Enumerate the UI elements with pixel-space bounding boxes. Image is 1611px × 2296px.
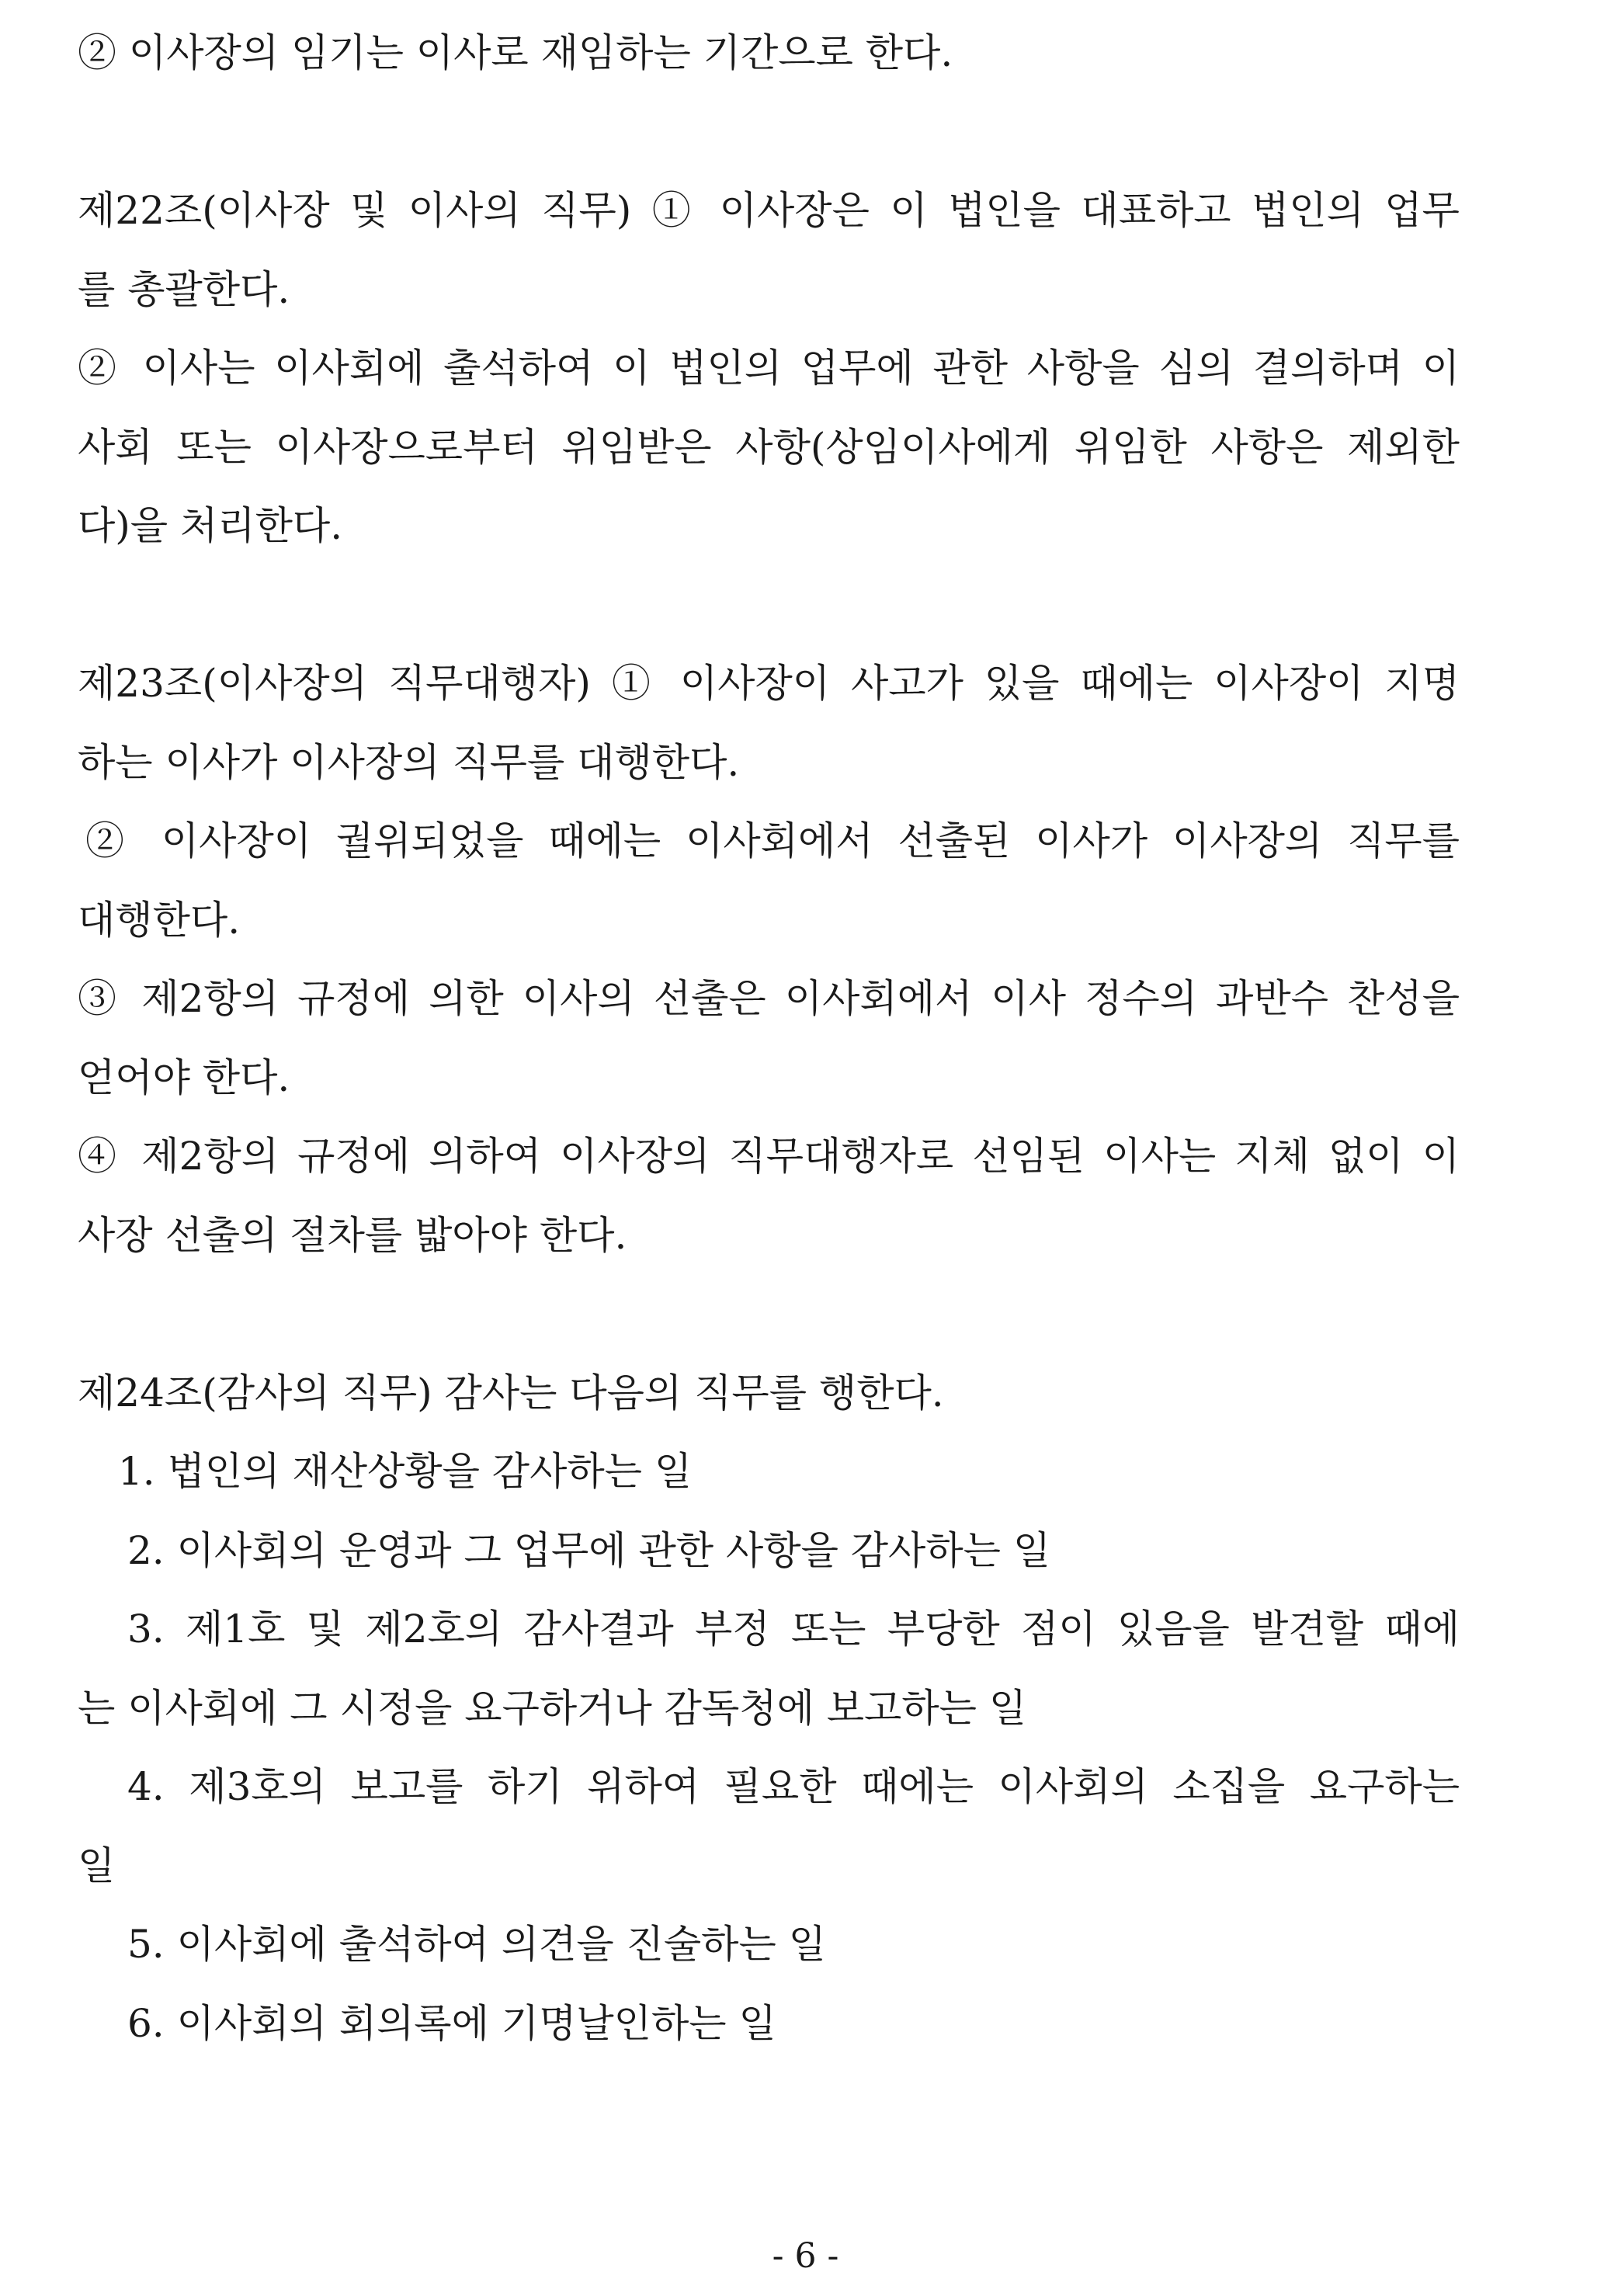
list-item: 4. 제3호의 보고를 하기 위하여 필요한 때에는 이사회의 소집을 요구하는 bbox=[127, 1764, 1460, 1809]
article-24-heading-line: 제24조(감사의 직무) 감사는 다음의 직무를 행한다. bbox=[78, 1370, 944, 1415]
list-item: 3. 제1호 및 제2호의 감사결과 부정 또는 부당한 점이 있음을 발견할 때에 bbox=[127, 1607, 1460, 1652]
list-item: 2. 이사회의 운영과 그 업무에 관한 사항을 감사하는 일 bbox=[127, 1527, 1051, 1573]
paragraph-line: ② 이사는 이사회에 출석하여 이 법인의 업무에 관한 사항을 심의 결의하며 이 bbox=[78, 346, 1460, 391]
page-number: - 6 - bbox=[772, 2236, 839, 2276]
article-22-heading-line: 제22조(이사장 및 이사의 직무) ① 이사장은 이 법인을 대표하고 법인의 업무 bbox=[78, 188, 1460, 233]
list-item: 1. 법인의 재산상황을 감사하는 일 bbox=[118, 1449, 693, 1494]
paragraph-line: 사장 선출의 절차를 밟아야 한다. bbox=[78, 1212, 627, 1258]
list-item: 6. 이사회의 회의록에 기명날인하는 일 bbox=[127, 2000, 776, 2046]
paragraph-gap bbox=[78, 93, 1460, 172]
paragraph-line: ② 이사장이 궐위되었을 때에는 이사회에서 선출된 이사가 이사장의 직무를 bbox=[85, 818, 1460, 863]
paragraph-line: ③ 제2항의 규정에 의한 이사의 선출은 이사회에서 이사 정수의 과반수 찬성을 bbox=[78, 976, 1460, 1021]
article-23-heading-line: 제23조(이사장의 직무대행자) ① 이사장이 사고가 있을 때에는 이사장이 지명 bbox=[78, 661, 1460, 706]
paragraph-line: ② 이사장의 임기는 이사로 재임하는 기간으로 한다. bbox=[78, 30, 953, 75]
list-item-continuation: 는 이사회에 그 시정을 요구하거나 감독청에 보고하는 일 bbox=[78, 1685, 1027, 1731]
list-item-continuation: 일 bbox=[78, 1843, 116, 1888]
document-body bbox=[78, 14, 1460, 2063]
paragraph-gap bbox=[78, 1275, 1460, 1354]
list-item: 5. 이사회에 출석하여 의견을 진술하는 일 bbox=[127, 1922, 826, 1967]
paragraph-line: 를 총괄한다. bbox=[78, 266, 290, 312]
paragraph-line: 얻어야 한다. bbox=[78, 1054, 290, 1100]
paragraph-gap bbox=[78, 566, 1460, 645]
paragraph-line: 다)을 처리한다. bbox=[78, 503, 343, 548]
paragraph-line: 사회 또는 이사장으로부터 위임받은 사항(상임이사에게 위임한 사항은 제외한 bbox=[78, 424, 1460, 470]
paragraph-line: 대행한다. bbox=[78, 897, 241, 943]
paragraph-line: 하는 이사가 이사장의 직무를 대행한다. bbox=[78, 739, 740, 785]
paragraph-line: ④ 제2항의 규정에 의하여 이사장의 직무대행자로 선임된 이사는 지체 없이 이 bbox=[78, 1134, 1460, 1179]
